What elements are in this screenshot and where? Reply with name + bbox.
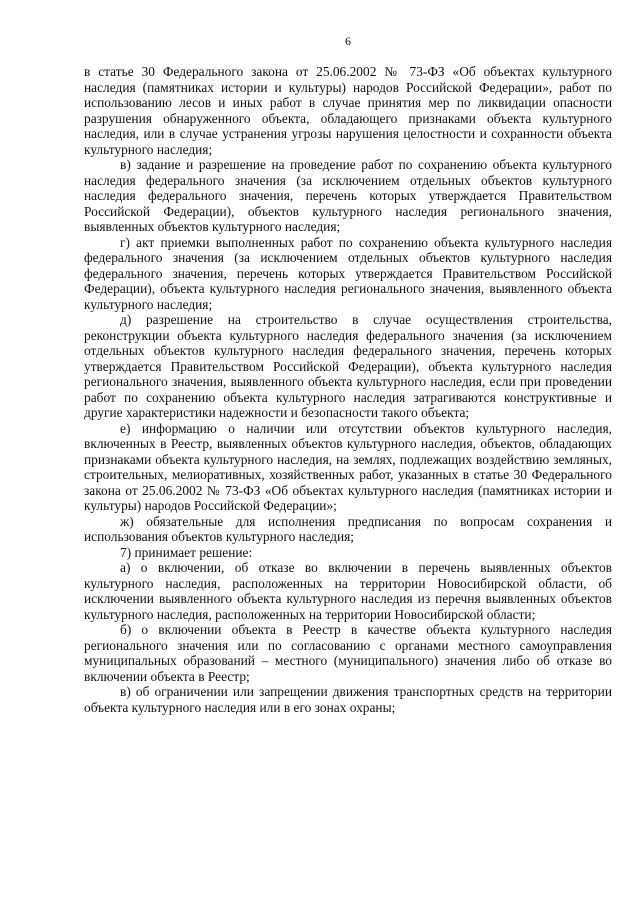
paragraph-item-e: е) информацию о наличии или отсутствии объектов культурного наследия, включенных в Реестр, выявленных объектов культурного наследия, объектов, обладающих признаками объекта культурного наследия, на землях, подлежащих воздействию земляных, строительных, мелиоративных, хозяйственных работ, указанных в статье 30 Федерального закона от 25.06.2002 № 73-ФЗ «Об объектах культурного наследия (памятниках истории и культуры) народов Российской Федерации»; bbox=[84, 420, 612, 513]
document-page bbox=[84, 34, 612, 715]
paragraph-continuation: в статье 30 Федерального закона от 25.06.2002 № 73-ФЗ «Об объектах культурного наследия (памятниках истории и культуры) народов Российской Федерации», работ по использованию лесов и иных работ в случае принятия мер по ликвидации опасности разрушения обнаруженного объекта, обладающего признаками объекта культурного наследия, или в случае устранения угрозы нарушения целостности и сохранности объекта культурного наследия; bbox=[84, 64, 612, 157]
paragraph-item-g: г) акт приемки выполненных работ по сохранению объекта культурного наследия федерального значения (за исключением отдельных объектов культурного наследия федерального значения, перечень которых утверждается Правительством Российской Федерации), объекта культурного наследия регионального значения, выявленного объекта культурного наследия; bbox=[84, 234, 612, 312]
paragraph-item-b: б) о включении объекта в Реестр в качестве объекта культурного наследия регионального значения или по согласованию с органами местного самоуправления муниципальных образований – местного (муниципального) значения либо об отказе во включении объекта в Реестр; bbox=[84, 622, 612, 684]
paragraph-item-zh: ж) обязательные для исполнения предписания по вопросам сохранения и использования объектов культурного наследия; bbox=[84, 513, 612, 544]
paragraph-item-d: д) разрешение на строительство в случае осуществления строительства, реконструкции объекта культурного наследия федерального значения (за исключением отдельных объектов культурного наследия федерального значения, перечень которых утверждается Правительством Российской Федерации), объекта культурного наследия регионального значения, выявленного объекта культурного наследия, если при проведении работ по сохранению объекта культурного наследия затрагиваются конструктивные и другие характеристики надежности и безопасности такого объекта; bbox=[84, 312, 612, 420]
paragraph-item-7: 7) принимает решение: bbox=[120, 544, 253, 560]
paragraph-item-a: а) о включении, об отказе во включении в перечень выявленных объектов культурного наследия, расположенных на территории Новосибирской области, об исключении выявленного объекта культурного наследия из перечня выявленных объектов культурного наследия, расположенных на территории Новосибирской области; bbox=[84, 560, 612, 622]
paragraph-item-v2: в) об ограничении или запрещении движения транспортных средств на территории объекта культурного наследия или в его зонах охраны; bbox=[84, 684, 612, 715]
page-number: 6 bbox=[345, 34, 351, 48]
paragraph-item-v: в) задание и разрешение на проведение работ по сохранению объекта культурного наследия федерального значения (за исключением отдельных объектов культурного наследия федерального значения, перечень которых утверждается Правительством Российской Федерации), объектов культурного наследия регионального значения, выявленных объектов культурного наследия; bbox=[84, 157, 612, 234]
document-body bbox=[84, 64, 612, 715]
